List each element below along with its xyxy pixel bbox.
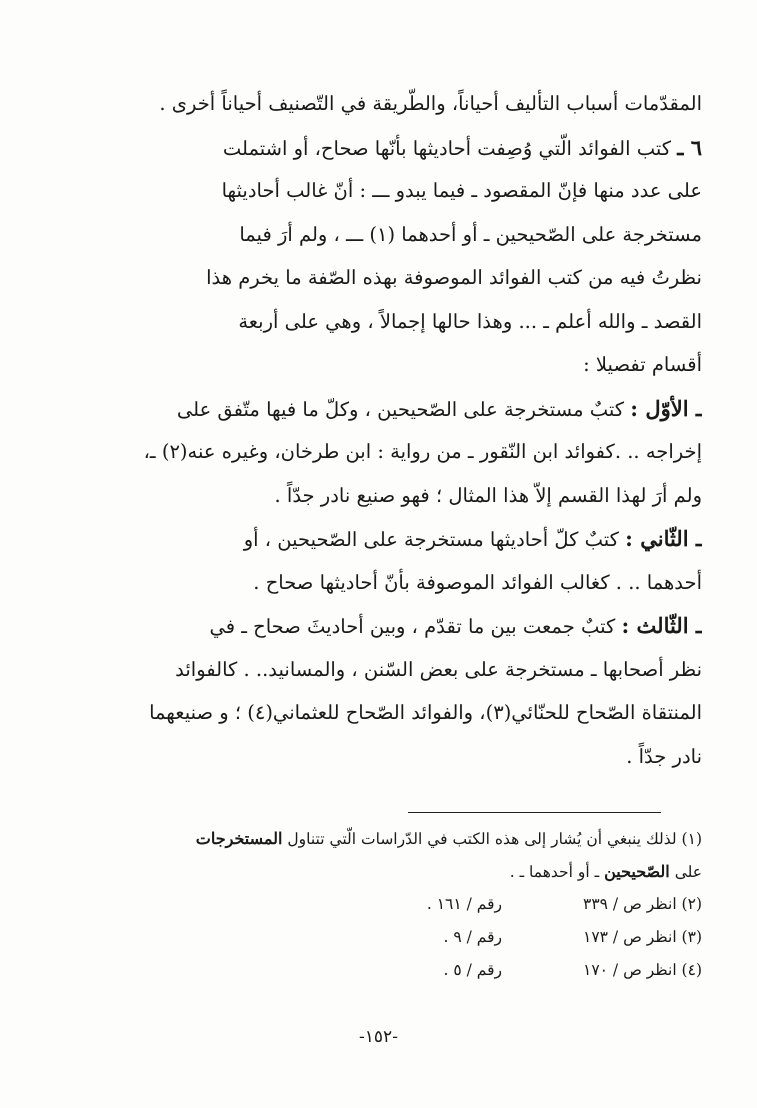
- section-label-first: ـ الأوّل :: [630, 395, 702, 421]
- text-line: ـ الثّالث : كتبٌ جمعت بين ما تقدّم ، وبين أحاديثَ صحاح ـ في: [209, 613, 702, 638]
- footnote-1-continued: على الصّحيحين ـ أو أحدهما ـ .: [509, 862, 702, 881]
- text-line: أقسام تفصيلا :: [583, 353, 702, 376]
- text-line: القصد ـ والله أعلم ـ ... وهذا حالها إجمالاً ، وهي على أربعة: [238, 309, 702, 333]
- section-label-third: ـ الثّالث :: [621, 613, 702, 638]
- footnote-separator: [408, 812, 661, 813]
- footnote-1: (١) لذلك ينبغي أن يُشار إلى هذه الكتب في الدّراسات الّتي تتناول المستخرجات: [195, 829, 702, 848]
- text-line: ـ الثّاني : كتبٌ كلّ أحاديثها مستخرجة على الصّحيحين ، أو: [243, 526, 702, 551]
- footnote-3: (٣) انظر ص / ١٧٣ رقم / ٩ .: [443, 928, 702, 946]
- text-line: إخراجه .. .كفوائد ابن النّقور ـ من رواية : ابن طرخان، وغيره عنه(٢) ـ،: [143, 440, 702, 463]
- item-number: ٦ ـ: [677, 134, 702, 160]
- text-line: ٦ ـ كتب الفوائد الّتي وُصِفت أحاديثها بأنّها صحاح، أو اشتملت: [222, 134, 702, 160]
- text-line: نظرتُ فيه من كتب الفوائد الموصوفة بهذه الصّفة ما يخرم هذا: [206, 266, 702, 289]
- text-line: نادر جدّاً .: [626, 744, 702, 768]
- text-line: مستخرجة على الصّحيحين ـ أو أحدهما (١) ـــ ، ولم أرَ فيما: [239, 222, 702, 246]
- text-line: أحدهما .. . كغالب الفوائد الموصوفة بأنّ أحاديثها صحاح .: [253, 570, 702, 594]
- text-line: ولم أرَ لهذا القسم إلاّ هذا المثال ؛ فهو صنيع نادر جدّاً .: [274, 483, 702, 507]
- footnote-4: (٤) انظر ص / ١٧٠ رقم / ٥ .: [443, 961, 702, 979]
- footnote-2: (٢) انظر ص / ٣٣٩ رقم / ١٦١ .: [426, 895, 702, 913]
- footnotes: [76, 822, 702, 987]
- main-text: [56, 82, 702, 778]
- text-line: المقدّمات أسباب التأليف أحياناً، والطّريقة في التّصنيف أحياناً أخرى .: [159, 92, 702, 115]
- section-label-second: ـ الثّاني :: [625, 526, 702, 551]
- text-line: نظر أصحابها ـ مستخرجة على بعض السّنن ، والمسانيد.. . كالفوائد: [175, 657, 702, 681]
- text-line: ـ الأوّل : كتبٌ مستخرجة على الصّحيحين ، وكلّ ما فيها متّفق على: [176, 395, 702, 421]
- page-number: -١٥٢-: [359, 1027, 398, 1047]
- text-line: على عدد منها فإنّ المقصود ـ فيما يبدو ـــ : أنّ غالب أحاديثها: [221, 179, 702, 202]
- text-line: المنتقاة الصّحاح للحنّائي(٣)، والفوائد الصّحاح للعثماني(٤) ؛ و صنيعهما: [149, 701, 702, 724]
